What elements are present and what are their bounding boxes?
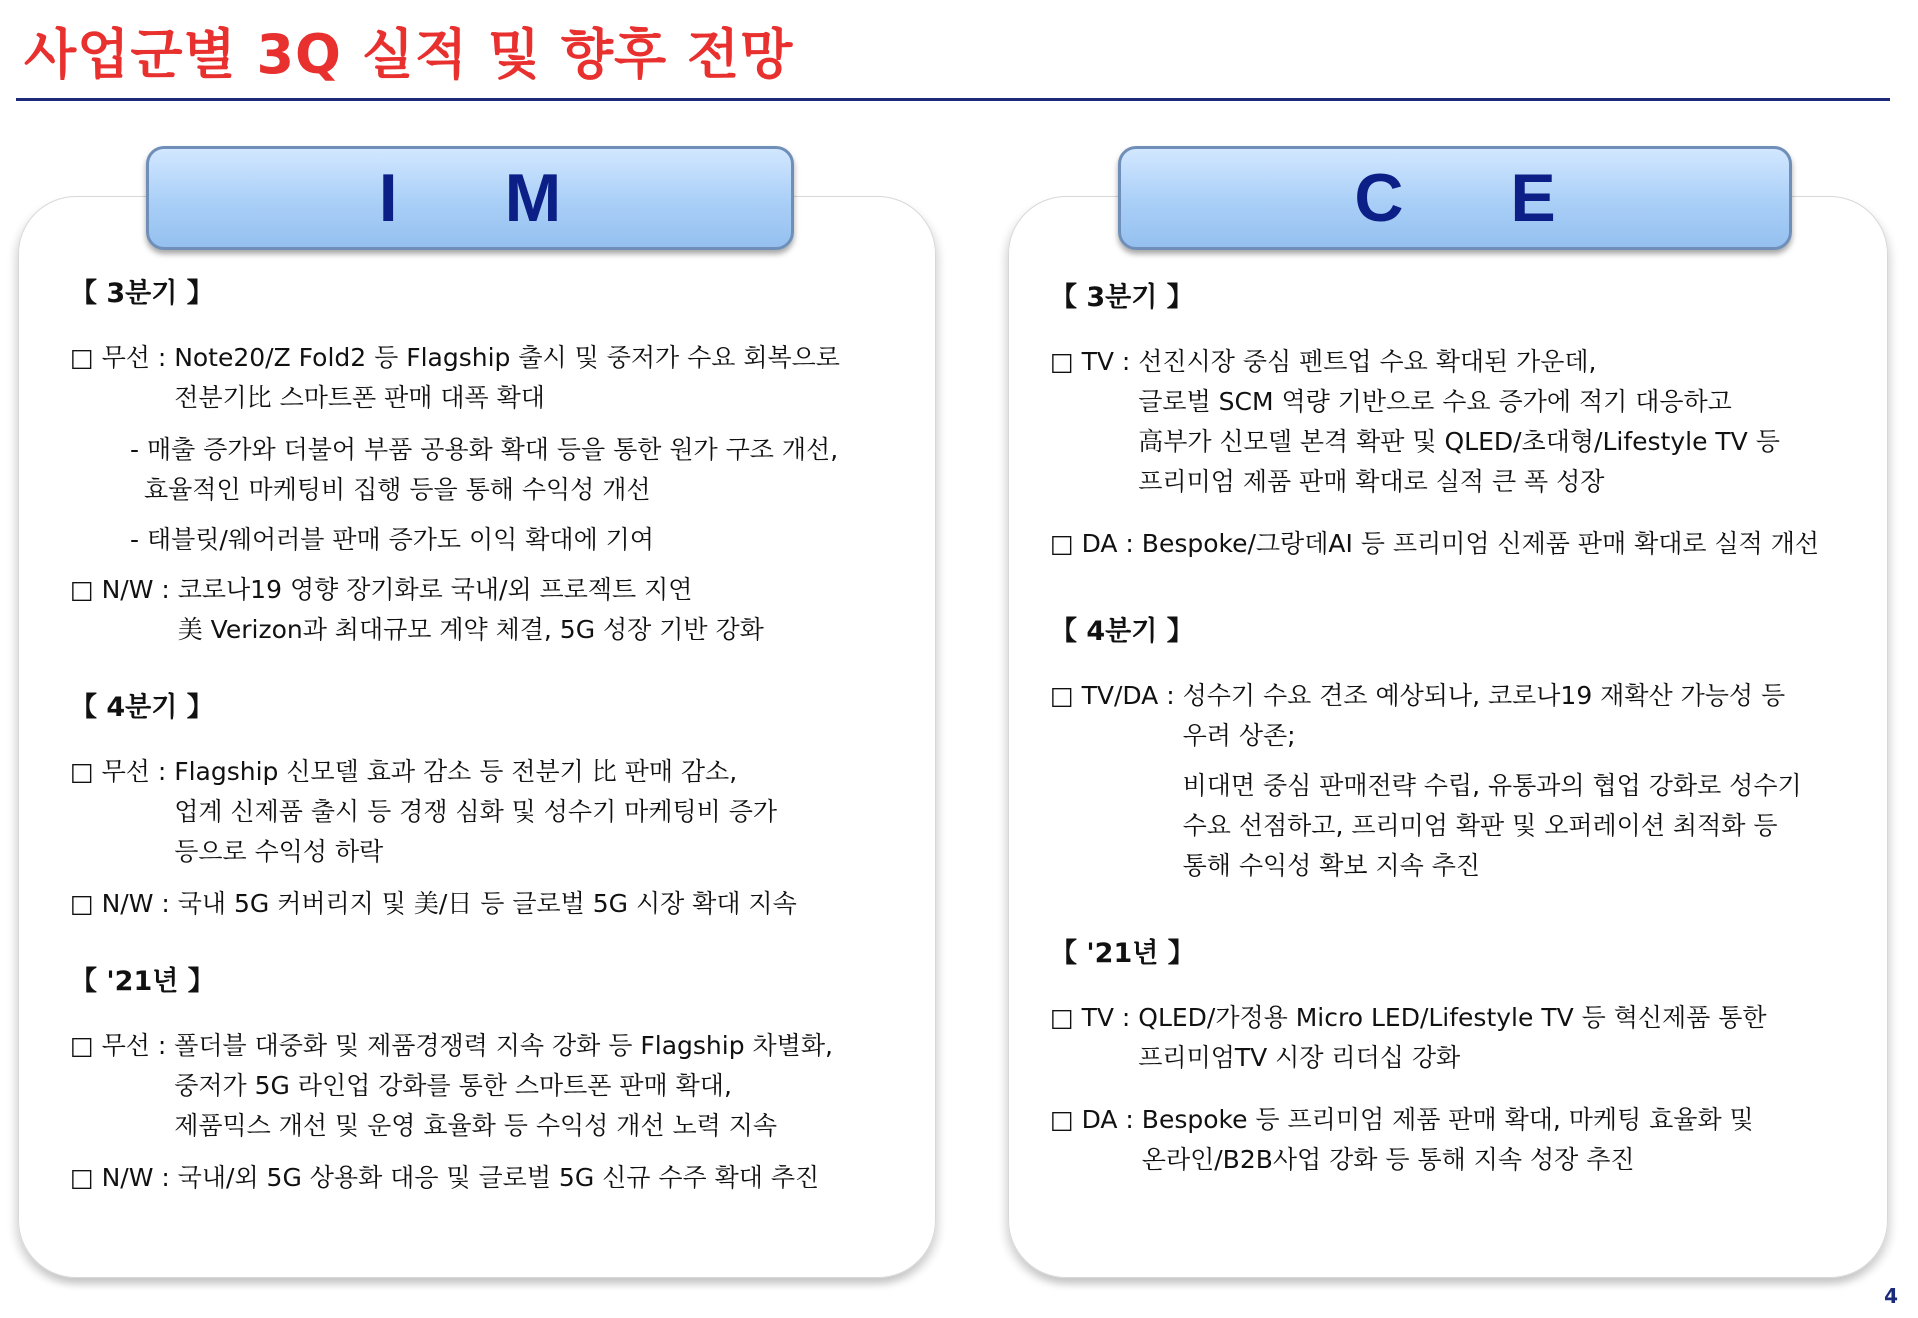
item-line: 온라인/B2B사업 강화 등 통해 지속 성장 추진 (1141, 1145, 1635, 1174)
list-item (70, 338, 930, 418)
item-line: QLED/가정용 Micro LED/Lifestyle TV 등 혁신제품 통한 (1138, 1003, 1767, 1032)
item-label: □ 무선 : (70, 1031, 175, 1060)
item-line: 전분기比 스마트폰 판매 대폭 확대 (174, 383, 545, 412)
item-line: 통해 수익성 확보 지속 추진 (1182, 851, 1481, 880)
item-line: 선진시장 중심 펜트업 수요 확대된 가운데, (1138, 347, 1597, 376)
item-line: 국내/외 5G 상용화 대응 및 글로벌 5G 신규 수주 확대 추진 (177, 1163, 820, 1192)
section-heading: 【 4분기 】 (70, 692, 214, 723)
page-number: 4 (1884, 1284, 1898, 1308)
item-label: □ 무선 : (70, 343, 175, 372)
title-divider (16, 98, 1890, 101)
list-item (1050, 524, 1880, 564)
item-label: □ N/W : (70, 889, 178, 918)
item-line: 프리미엄TV 시장 리더십 강화 (1138, 1043, 1461, 1072)
item-label: □ TV : (1050, 1003, 1139, 1032)
section-heading: 【 4분기 】 (1050, 616, 1194, 647)
sub-line: - 매출 증가와 더불어 부품 공용화 확대 등을 통한 원가 구조 개선, (130, 435, 839, 464)
section-heading: 【 '21년 】 (70, 966, 215, 997)
item-label: □ 무선 : (70, 757, 175, 786)
im-header: I M (146, 146, 794, 250)
section-heading: 【 3분기 】 (70, 278, 214, 309)
item-line: Note20/Z Fold2 등 Flagship 출시 및 중저가 수요 회복으로 (174, 343, 840, 372)
list-item (1050, 1100, 1880, 1180)
list-item (1050, 998, 1880, 1078)
item-line: 폴더블 대중화 및 제품경쟁력 지속 강화 등 Flagship 차별화, (174, 1031, 833, 1060)
list-item (70, 1158, 930, 1198)
item-line: Flagship 신모델 효과 감소 등 전분기 比 판매 감소, (174, 757, 738, 786)
item-line: 高부가 신모델 본격 확판 및 QLED/초대형/Lifestyle TV 등 (1138, 427, 1780, 456)
item-label: □ DA : (1050, 1105, 1142, 1134)
item-label: □ N/W : (70, 1163, 178, 1192)
list-item (70, 570, 930, 650)
list-item (70, 752, 930, 872)
ce-content (1050, 278, 1880, 1192)
section-heading: 【 3분기 】 (1050, 282, 1194, 313)
item-line: 수요 선점하고, 프리미엄 확판 및 오퍼레이션 최적화 등 (1182, 811, 1778, 840)
sub-line: 효율적인 마케팅비 집행 등을 통해 수익성 개선 (144, 475, 651, 504)
item-line: 우려 상존; (1182, 721, 1296, 750)
item-label: □ TV/DA : (1050, 681, 1183, 710)
list-item (70, 884, 930, 924)
item-line: 제품믹스 개선 및 운영 효율화 등 수익성 개선 노력 지속 (174, 1111, 778, 1140)
list-item (1050, 342, 1880, 502)
list-item (70, 1026, 930, 1146)
ce-header: C E (1118, 146, 1792, 250)
item-label: □ DA : (1050, 529, 1142, 558)
item-line: 성수기 수요 견조 예상되나, 코로나19 재확산 가능성 등 (1182, 681, 1786, 710)
item-line: 등으로 수익성 하락 (174, 837, 384, 866)
sub-bullet (70, 430, 930, 510)
sub-bullet (70, 520, 930, 560)
item-line: 비대면 중심 판매전략 수립, 유통과의 협업 강화로 성수기 (1182, 771, 1802, 800)
im-content (70, 274, 930, 1210)
item-line: 중저가 5G 라인업 강화를 통한 스마트폰 판매 확대, (174, 1071, 732, 1100)
item-label: □ N/W : (70, 575, 178, 604)
item-line: Bespoke/그랑데AI 등 프리미엄 신제품 판매 확대로 실적 개선 (1141, 529, 1820, 558)
item-line: Bespoke 등 프리미엄 제품 판매 확대, 마케팅 효율화 및 (1141, 1105, 1754, 1134)
item-line: 코로나19 영향 장기화로 국내/외 프로젝트 지연 (177, 575, 693, 604)
item-line: 국내 5G 커버리지 및 美/日 등 글로벌 5G 시장 확대 지속 (177, 889, 797, 918)
sub-line: - 태블릿/웨어러블 판매 증가도 이익 확대에 기여 (130, 525, 654, 554)
section-heading: 【 '21년 】 (1050, 938, 1195, 969)
list-item (1050, 676, 1880, 886)
item-line: 글로벌 SCM 역량 기반으로 수요 증가에 적기 대응하고 (1138, 387, 1732, 416)
page-title: 사업군별 3Q 실적 및 향후 전망 (24, 23, 794, 86)
item-label: □ TV : (1050, 347, 1139, 376)
item-line: 프리미엄 제품 판매 확대로 실적 큰 폭 성장 (1138, 467, 1605, 496)
item-line: 업계 신제품 출시 등 경쟁 심화 및 성수기 마케팅비 증가 (174, 797, 778, 826)
item-line: 美 Verizon과 최대규모 계약 체결, 5G 성장 기반 강화 (177, 615, 764, 644)
